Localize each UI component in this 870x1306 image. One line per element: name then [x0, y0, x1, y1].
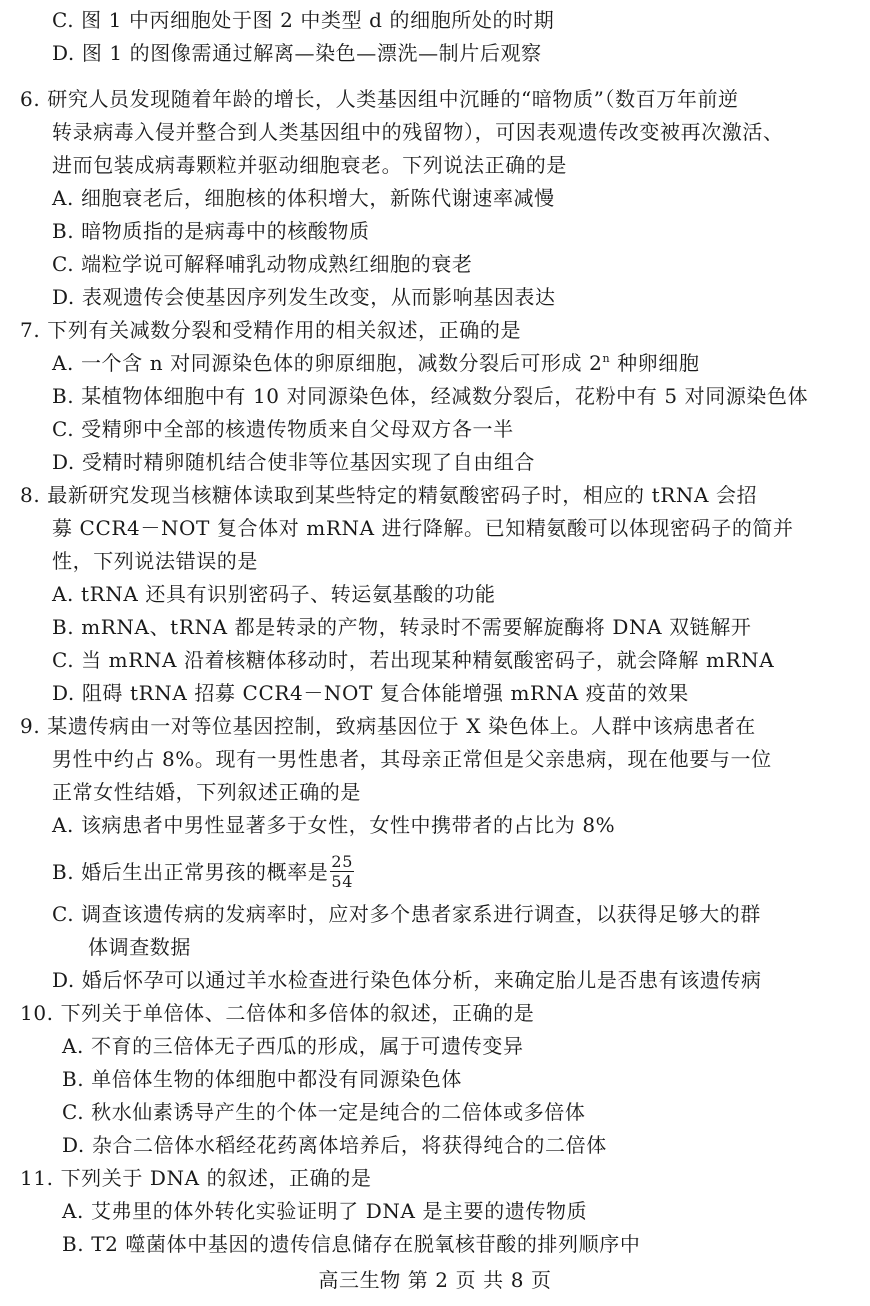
- q7-option-a: [52, 351, 699, 375]
- q6-stem-line-3: 进而包装成病毒颗粒并驱动细胞衰老。下列说法正确的是: [52, 153, 567, 177]
- q7-option-a-text: A. 一个含 n 对同源染色体的卵原细胞，减数分裂后可形成 2: [52, 351, 603, 375]
- q6-stem-line-1: 6. 研究人员发现随着年龄的增长，人类基因组中沉睡的“暗物质”（数百万年前逆: [20, 87, 739, 111]
- q9-option-d: D. 婚后怀孕可以通过羊水检查进行染色体分析，来确定胎儿是否患有该遗传病: [52, 968, 762, 992]
- q8-stem-line-3: 性，下列说法错误的是: [52, 549, 258, 573]
- q9-option-a: A. 该病患者中男性显著多于女性，女性中携带者的占比为 8%: [52, 813, 616, 837]
- q8-stem-line-1: 8. 最新研究发现当核糖体读取到某些特定的精氨酸密码子时，相应的 tRNA 会招: [20, 483, 758, 507]
- q8-option-b: B. mRNA、tRNA 都是转录的产物，转录时不需要解旋酶将 DNA 双链解开: [52, 615, 752, 639]
- q9-option-c-line-2: 体调查数据: [88, 935, 191, 959]
- q8-stem-line-2: 募 CCR4－NOT 复合体对 mRNA 进行降解。已知精氨酸可以体现密码子的简并: [52, 516, 794, 540]
- q5-option-c: C. 图 1 中丙细胞处于图 2 中类型 d 的细胞所处的时期: [52, 8, 555, 32]
- q9-option-c-line-1: C. 调查该遗传病的发病率时，应对多个患者家系进行调查，以获得足够大的群: [52, 902, 761, 926]
- q6-option-c: C. 端粒学说可解释哺乳动物成熟红细胞的衰老: [52, 252, 473, 276]
- q6-stem-line-2: 转录病毒入侵并整合到人类基因组中的残留物），可因表观遗传改变被再次激活、: [52, 120, 784, 144]
- q10-option-d: D. 杂合二倍体水稻经花药离体培养后，将获得纯合的二倍体: [62, 1133, 607, 1157]
- q7-option-b: B. 某植物体细胞中有 10 对同源染色体，经减数分裂后，花粉中有 5 对同源染色体: [52, 384, 809, 408]
- q11-option-a: A. 艾弗里的体外转化实验证明了 DNA 是主要的遗传物质: [62, 1199, 588, 1223]
- q11-stem: 11. 下列关于 DNA 的叙述，正确的是: [20, 1166, 372, 1190]
- q7-option-a-superscript: n: [602, 352, 611, 365]
- q6-option-a: A. 细胞衰老后，细胞核的体积增大，新陈代谢速率减慢: [52, 186, 555, 210]
- q9-option-b: [52, 854, 354, 893]
- q7-option-d: D. 受精时精卵随机结合使非等位基因实现了自由组合: [52, 450, 536, 474]
- page-footer: 高三生物 第 2 页 共 8 页: [318, 1268, 552, 1292]
- q7-stem: 7. 下列有关减数分裂和受精作用的相关叙述，正确的是: [20, 318, 522, 342]
- fraction-numerator: 25: [331, 852, 353, 871]
- q7-option-c: C. 受精卵中全部的核遗传物质来自父母双方各一半: [52, 417, 514, 441]
- q8-option-c: C. 当 mRNA 沿着核糖体移动时，若出现某种精氨酸密码子，就会降解 mRNA: [52, 648, 775, 672]
- fraction-denominator: 54: [331, 872, 353, 891]
- q10-option-a: A. 不育的三倍体无子西瓜的形成，属于可遗传变异: [62, 1034, 524, 1058]
- q5-option-d: D. 图 1 的图像需通过解离—染色—漂洗—制片后观察: [52, 41, 542, 65]
- q9-stem-line-3: 正常女性结婚，下列叙述正确的是: [52, 780, 361, 804]
- q8-option-d: D. 阻碍 tRNA 招募 CCR4－NOT 复合体能增强 mRNA 疫苗的效果: [52, 681, 689, 705]
- q11-option-b: B. T2 噬菌体中基因的遗传信息储存在脱氧核苷酸的排列顺序中: [62, 1232, 641, 1256]
- probability-fraction: [330, 852, 354, 891]
- q9-stem-line-2: 男性中约占 8%。现有一男性患者，其母亲正常但是父亲患病，现在他要与一位: [52, 747, 772, 771]
- q8-option-a: A. tRNA 还具有识别密码子、转运氨基酸的功能: [52, 582, 496, 606]
- q10-option-b: B. 单倍体生物的体细胞中都没有同源染色体: [62, 1067, 463, 1091]
- q7-option-a-tail: 种卵细胞: [610, 351, 700, 375]
- q9-option-b-text: B. 婚后生出正常男孩的概率是: [52, 860, 329, 884]
- q6-option-d: D. 表观遗传会使基因序列发生改变，从而影响基因表达: [52, 285, 556, 309]
- q10-stem: 10. 下列关于单倍体、二倍体和多倍体的叙述，正确的是: [20, 1001, 535, 1025]
- q10-option-c: C. 秋水仙素诱导产生的个体一定是纯合的二倍体或多倍体: [62, 1100, 586, 1124]
- q6-option-b: B. 暗物质指的是病毒中的核酸物质: [52, 219, 370, 243]
- q9-stem-line-1: 9. 某遗传病由一对等位基因控制，致病基因位于 X 染色体上。人群中该病患者在: [20, 714, 756, 738]
